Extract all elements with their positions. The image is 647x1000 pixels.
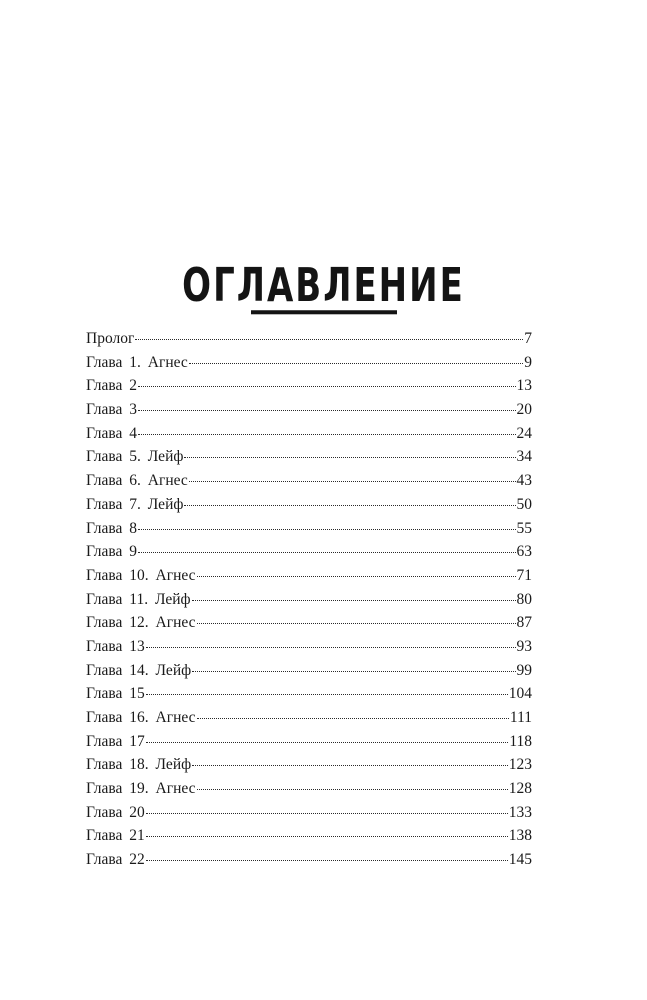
dot-leader	[197, 788, 508, 790]
dot-leader	[146, 646, 516, 648]
toc-entry[interactable]	[86, 659, 532, 683]
toc-entry-label: Глава 18. Лейф	[86, 756, 192, 774]
toc-entry-label: Глава 2	[86, 377, 138, 395]
toc-entry-page: 9	[524, 353, 532, 371]
toc-entry[interactable]	[86, 517, 532, 541]
toc-entry-label: Глава 14. Лейф	[86, 661, 192, 679]
toc-entry-label: Глава 4	[86, 424, 138, 442]
toc-entry[interactable]	[86, 682, 532, 706]
dot-leader	[184, 504, 515, 506]
dot-leader	[189, 480, 516, 482]
dot-leader	[192, 599, 516, 601]
toc-entry-page: 111	[509, 709, 532, 726]
toc-entry[interactable]	[86, 824, 532, 848]
dot-leader	[135, 338, 523, 340]
dot-leader	[138, 528, 515, 530]
dot-leader	[192, 764, 508, 766]
toc-entry-label: Глава 21	[86, 827, 145, 845]
toc-entry-page: 24	[516, 424, 532, 442]
dot-leader	[192, 670, 515, 672]
toc-entry[interactable]	[86, 351, 532, 375]
toc-entry-label: Глава 10. Агнес	[86, 566, 196, 584]
toc-entry[interactable]	[86, 611, 532, 635]
toc-entry[interactable]	[86, 469, 532, 493]
dot-leader	[146, 812, 508, 814]
toc-entry[interactable]	[86, 398, 532, 422]
toc-entry-page: 80	[516, 590, 532, 608]
toc-entry-label: Глава 6. Агнес	[86, 472, 188, 490]
toc-entry-page: 93	[516, 637, 532, 655]
toc-entry[interactable]	[86, 635, 532, 659]
toc-entry-label: Глава 8	[86, 519, 138, 537]
dot-leader	[138, 433, 515, 435]
dot-leader	[146, 741, 509, 743]
toc-entry-page: 104	[508, 685, 532, 703]
page-title: ОГЛАВЛЕНИЕ	[0, 263, 647, 314]
toc-entry-page: 145	[508, 851, 532, 869]
toc-entry-label: Глава 20	[86, 803, 145, 821]
toc-entry[interactable]	[86, 445, 532, 469]
toc-entry-page: 55	[516, 519, 532, 537]
toc-entry-label: Глава 16. Агнес	[86, 709, 196, 726]
dot-leader	[138, 551, 515, 553]
toc-entry-label: Глава 7. Лейф	[86, 495, 184, 513]
toc-entry-label: Глава 19. Агнес	[86, 780, 196, 798]
toc-entry-page: 123	[508, 756, 532, 774]
dot-leader	[197, 575, 516, 577]
toc-entry[interactable]	[86, 801, 532, 825]
toc-entry-page: 34	[516, 448, 532, 466]
toc-entry[interactable]	[86, 588, 532, 612]
toc-entry[interactable]	[86, 848, 532, 872]
dot-leader	[138, 385, 515, 387]
toc-entry-label: Глава 11. Лейф	[86, 590, 191, 608]
toc-entry-label: Глава 22	[86, 851, 145, 869]
toc-entry-page: 7	[524, 330, 532, 347]
dot-leader	[197, 622, 516, 624]
toc-entry[interactable]	[86, 564, 532, 588]
toc-entry-page: 128	[508, 780, 532, 798]
toc-entry[interactable]	[86, 753, 532, 777]
toc-entry-label: Глава 5. Лейф	[86, 448, 184, 466]
toc-entry[interactable]	[86, 327, 532, 351]
table-of-contents	[86, 327, 532, 872]
toc-entry[interactable]	[86, 422, 532, 446]
dot-leader	[146, 859, 508, 861]
toc-entry-page: 99	[516, 661, 532, 679]
toc-entry-page: 87	[516, 614, 532, 632]
toc-entry-page: 138	[508, 827, 532, 845]
dot-leader	[189, 362, 523, 364]
toc-entry-label: Глава 17	[86, 732, 145, 750]
toc-entry-page: 20	[516, 401, 532, 419]
toc-entry-page: 71	[516, 566, 532, 584]
toc-entry-page: 118	[509, 732, 532, 750]
toc-entry-page: 50	[516, 495, 532, 513]
toc-entry-label: Глава 12. Агнес	[86, 614, 196, 632]
toc-entry-label: Пролог	[86, 330, 135, 347]
toc-entry[interactable]	[86, 730, 532, 754]
toc-entry-label: Глава 15	[86, 685, 145, 703]
dot-leader	[146, 835, 508, 837]
dot-leader	[138, 409, 515, 411]
toc-entry[interactable]	[86, 706, 532, 730]
toc-entry-page: 13	[516, 377, 532, 395]
toc-entry-page: 133	[508, 803, 532, 821]
toc-entry-label: Глава 3	[86, 401, 138, 419]
toc-entry[interactable]	[86, 777, 532, 801]
toc-entry[interactable]	[86, 540, 532, 564]
dot-leader	[184, 456, 515, 458]
toc-entry-label: Глава 13	[86, 637, 145, 655]
toc-entry[interactable]	[86, 374, 532, 398]
toc-entry-label: Глава 1. Агнес	[86, 353, 188, 371]
toc-entry-page: 63	[516, 543, 532, 561]
toc-entry[interactable]	[86, 493, 532, 517]
toc-entry-page: 43	[516, 472, 532, 490]
toc-entry-label: Глава 9	[86, 543, 138, 561]
dot-leader	[197, 717, 509, 719]
dot-leader	[146, 693, 508, 695]
